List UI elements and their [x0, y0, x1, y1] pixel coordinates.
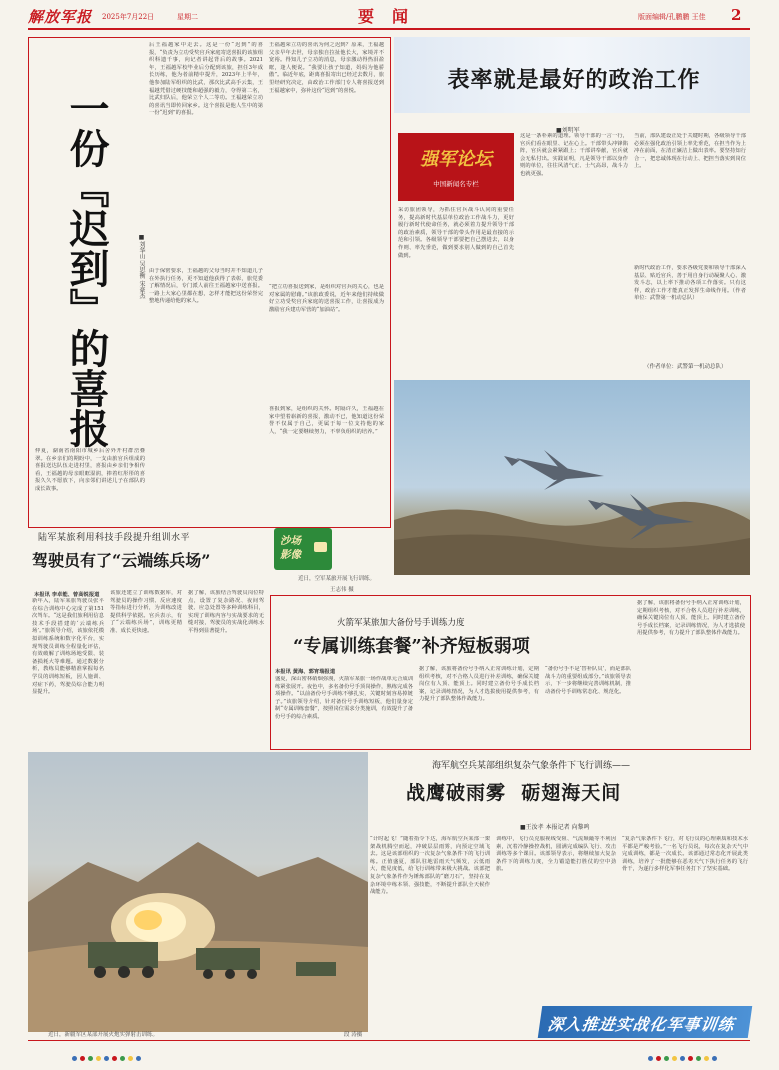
air-force-col-1: “计时起飞！”随着指令下达，海军航空兵某部一架架战机腾空而起，冲破层层雨雾，向预定空域飞去。这是该部组织的一次复杂气象条件下的飞行训练。正值盛夏，部队驻地雷雨天气频发，云低雨大，能见度低，给飞行训练带来极大挑战。该部把复杂气象条件作为锤炼部队的“磨刀石”，坚持在复杂环境中练本领、强技能，不断提升部队全天候作战能力。 — [370, 836, 490, 896]
training-kicker: 陆军某旅利用科技手段提升组训水平 — [38, 533, 191, 543]
feature-col-0: 仲夏，湖南省南阳市城乡后舍外开村群峦叠翠。在乡亲们的期盼中，一支由旅官兵组成的喜报送达队伍走进村里，喜报由乡亲们争相传看，王福越的母亲眼眶湿润，捧着红彤彤的喜报久久不愿放下，向亲邻们讲述儿子在部队的成长故事。 — [35, 448, 145, 492]
bottom-dots-left — [72, 1046, 144, 1065]
page-number: 2 — [731, 6, 742, 24]
jet-photo-credit: 王志伟 摄 — [330, 587, 354, 593]
masthead-rule — [28, 28, 750, 30]
masthead-weekday: 星期二 — [177, 13, 198, 21]
feature-col-1b: 由于保密要求，王福越的父母当时并不知道儿子在外执行任务，更不知道他获得了表彰，旅党委了解情况后，专门派人前往王福越家中送喜报。一路上大家心里都在想，怎样才能把这份荣誉完整地传递给他的家人。 — [149, 268, 263, 305]
editorial-col-2: 这是一条朴素的道理。领导干部的一言一行，官兵们看在眼里、记在心上。干部带头冲锋陷阵，官兵就会紧紧跟上；干部讲奉献，官兵就会无私付出。实践证明，凡是领导干部以身作则的单位，往往风清气正、士气高昂，战斗力也就更强。 — [520, 133, 628, 177]
editorial — [394, 37, 750, 377]
editorial-col-3: 当前，部队建设正处于关键时期，各级领导干部必须在强化政治引领上率先垂范，在担当作为上冲在前面，在清正廉洁上做出表率。要坚持知行合一，把忠诚体现在行动上、把担当落实到岗位上。 — [634, 133, 746, 170]
spare-parts-col-4: 据了解，该旅将备份号手纳入正常训练计划，定期组织考核，对不合格人员进行补差训练，确保关键岗位有人顶、能顶上。同时建立备份号手成长档案，记录训练情况，为人才选拔使用提供参考，有力提升了部队整体作战能力。 — [637, 600, 745, 637]
artillery-photo-credit: 段 涛摄 — [344, 1032, 363, 1038]
editorial-byline: ■刘明军 — [556, 127, 580, 134]
forum-badge-title: 强军论坛 — [420, 149, 492, 170]
shazhan-badge-title: 沙场影像 — [280, 535, 301, 561]
masthead-date: 2025年7月22日 — [102, 13, 155, 21]
bottom-banner — [538, 1006, 752, 1038]
air-force-title: 战鹰破雨雾 砺翅海天间 — [406, 782, 622, 804]
spare-parts-reporters: 本报讯 黄海、郭宵瑞报道 — [275, 669, 336, 675]
section-title: 要闻 — [358, 7, 427, 26]
artillery-photo — [28, 752, 368, 1032]
feature-col-2b: “把立功喜报送到家，是组织对官兵的关心，也是对家属的慰藉。”该旅政委说，近年来他们持续做好立功受奖官兵家庭的送喜报工作，让喜报成为激励官兵建功军营的“加油站”。 — [269, 284, 384, 313]
air-force-col-3: “复杂气象条件下飞行，对飞行员的心理素质和技术水平都是严峻考验。”一名飞行员说，每次在复杂天气中完成训练，都是一次成长。该部通过常态化开展此类训练，培养了一批能够在恶劣天气下执行任务的飞行骨干，为遂行多样化军事任务打下了坚实基础。 — [622, 836, 748, 873]
forum-badge-subtitle: 中国新闻名专栏 — [433, 180, 479, 188]
masthead-logo: 解放军报 — [28, 8, 93, 26]
feature-title: 一份『迟到』的喜报 — [63, 88, 110, 448]
feature-col-2c: 喜报到家，是组织的关怀。时隔许久，王福越在家中望着崭新的喜报，激动不已，他知道这份荣誉不仅属于自己，更属于每一位支持他的家人，“我一定要继续努力，不辜负组织的培养。” — [269, 406, 384, 435]
feature-byline: ■刘华山 吴思衡 宋豪杰 — [138, 234, 145, 299]
masthead-editors: 版面编辑/孔鹏鹏 王佳 — [638, 13, 706, 21]
camera-icon — [314, 542, 327, 552]
bottom-dots-right — [648, 1046, 720, 1065]
artillery-photo-caption: 近日，新疆军区某部开展火炮实弹射击训练。 — [48, 1032, 159, 1038]
artillery-photo-art — [28, 752, 368, 1032]
training-col-3: 据了解，该旅结合驾驶员岗位特点，设置了复杂路况、夜间驾驶、应急处置等多种训练科目，实现了训练内容与实战要求的无缝对接，驾驶员的实战化训练水平得到显著提升。 — [188, 590, 264, 634]
jet-photo-caption: 近日，空军某旅开展飞行训练。 — [298, 576, 376, 582]
spare-parts-kicker: 火箭军某旅加大备份号手训练力度 — [337, 618, 465, 628]
jet-photo — [394, 380, 750, 575]
training-reporters: 本报讯 李卓能、曾高锐报道 — [34, 592, 100, 598]
editorial-col-1: 采访旅团领导，为抓住官兵战斗认同的重要任务，提高新时代基层单位政治工作战斗力，更好履行新时代使命任务，就必须着力提升领导干部的政治素质，领导干部的带头作用是最直接的示范和引领。各级领导干部要把自己摆进去，以身作则、率先垂范，做到要求别人做到的自己首先做到。 — [398, 207, 514, 259]
editorial-col-4: 新时代政治工作，要求各级党委和领导干部深入基层、贴近官兵，善于用自身行动凝聚人心、激发斗志，以上率下推动各项工作落实。只有这样，政治工作才能真正发挥生命线作用。（作者单位：武警第一机动总队） — [634, 265, 746, 302]
spare-parts-box — [270, 595, 751, 750]
air-force-kicker: 海军航空兵某部组织复杂气象条件下飞行训练—— — [432, 761, 631, 771]
spare-parts-title: “专属训练套餐”补齐短板弱项 — [293, 636, 530, 657]
bottom-banner-text: 深入推进实战化军事训练 — [546, 1015, 736, 1034]
air-force-col-2: 训练中，飞行员克服视线受阻、气流颠簸等不利因素，沉着冷静操控战机，圆满完成编队飞行、攻击训练等多个课目。该部领导表示，将继续加大复杂条件下的训练力度，全力锻造能打胜仗的空中劲旅。 — [496, 836, 616, 873]
training-col-2: 该旅还建立了训练数据库，对驾驶员的操作习惯、反应速度等指标进行分析，为训练改进提供科学依据。官兵表示，有了“云端练兵场”，训练更精准、成长更快速。 — [110, 590, 182, 634]
forum-badge — [398, 133, 514, 201]
air-force-article — [370, 752, 750, 1037]
feature-col-2a: 王福越荣立功的喜讯为何之迟到？原来，王福越父亲早年去世，母亲独自拉扯他长大，家境并不宽裕。得知儿子立功的消息，母亲激动得热泪盈眶，逢人便说。“我要让孩子知道，妈妈为他骄傲”。临近年底，距离喜报寄出已经过去数月，旅里经研究决定，由政治工作部门专人将喜报送到王福越家中，弥补这份“迟到”的喜悦。 — [269, 42, 384, 94]
training-title: 驾驶员有了“云端练兵场” — [32, 551, 211, 570]
spare-parts-col-1: 盛夏，深山密林硝烟弥漫，火箭军某旅一场作战单元合成训练紧张展开。夜色中，多名备份号手顶岗操作，熟练完成各项操作。“以前备份号手训练不够扎实，关键时刻容易掉链子。”该旅领导介绍，针对备份号手训练短板，他们量身定制“专属训练套餐”，按照岗位需求分类施训，有效提升了备份号手的综合素质。 — [275, 676, 413, 720]
editorial-signature: （作者单位：武警第一机动总队） — [644, 364, 727, 370]
masthead — [0, 0, 779, 34]
feature-box — [28, 37, 391, 528]
spare-parts-col-3: “备份号手不是‘替补队员’，而是部队战斗力的重要组成部分。”该旅领导表示，下一步将继续完善训练机制，推动备份号手训练常态化、规范化。 — [545, 666, 631, 695]
editorial-title: 表率就是最好的政治工作 — [447, 67, 701, 93]
bottom-rule — [28, 1040, 750, 1041]
air-force-reporters: ■王汝孝 本报记者 向黎鸣 — [520, 824, 590, 831]
jet-photo-art — [394, 380, 750, 575]
training-col-1: 新年入，陆军某旅驾驶员张平在综合训练中心完成了第151次驾车。“这是我们旅利用信息技术手段搭建的‘云端练兵场’。”旅领导介绍，该旅依托模拟训练系统和数字化平台，实现驾驶员训练全程量化评估，有效破解了训练场地受限、装备损耗大等难题。通过数据分析，教练员能够精准掌握每名学员的训练短板，因人施训、对症下药，驾驶员综合能力明显提升。 — [32, 598, 104, 696]
shazhan-badge — [274, 528, 332, 570]
feature-col-1a: 后王福越家中走去。这是一份“迟到”的喜报，“负责为立功受奖官兵家庭寄送喜报的该旅组织科遗千事，向记者讲起背后的故事。2021年，王福越军校毕业后分配到该旅，担任3年成长历练，他为者前精中提升，2023年上半年，他参加陆军组织的比武，那次比武高手云集，王福越凭借过硬技能和超强的毅力，夺得第二名，比武归队后，他荣立个人二等功。王福越荣立功的喜讯当即传回家乡。这个喜报是他人生中的第一份“迟到”的喜报。 — [149, 42, 263, 117]
spare-parts-col-2: 据了解，该旅将备份号手纳入正常训练计划，定期组织考核，对不合格人员进行补差训练，确保关键岗位有人顶、能顶上。同时建立备份号手成长档案，记录训练情况，为人才选拔使用提供参考，有力提升了部队整体作战能力。 — [419, 666, 539, 703]
training-article — [28, 528, 268, 746]
